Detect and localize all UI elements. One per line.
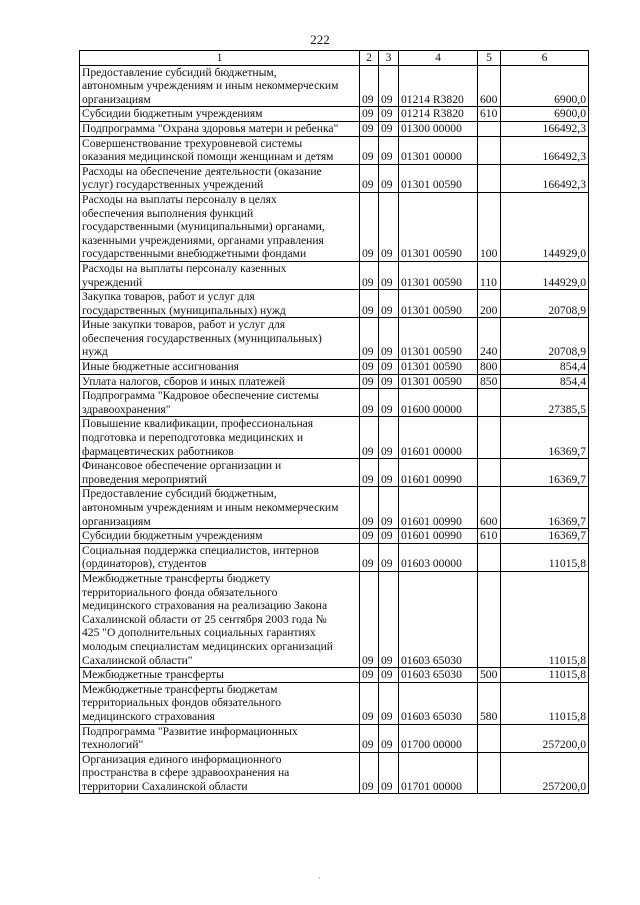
header-col-6: 6 <box>501 51 589 66</box>
row-target-article: 01301 00590 <box>399 360 478 375</box>
row-expense-type <box>478 136 501 164</box>
row-name: Иные бюджетные ассигнования <box>80 360 360 375</box>
row-subsection: 09 <box>379 107 399 122</box>
row-subsection: 09 <box>379 724 399 752</box>
row-amount: 16369,7 <box>501 487 589 529</box>
row-amount: 166492,3 <box>501 121 589 136</box>
row-section: 09 <box>360 164 379 192</box>
row-target-article: 01601 00000 <box>399 417 478 459</box>
table-row <box>80 136 589 164</box>
row-section: 09 <box>360 543 379 571</box>
table-row <box>80 164 589 192</box>
row-subsection: 09 <box>379 290 399 318</box>
table-row <box>80 318 589 360</box>
table-row <box>80 668 589 683</box>
row-name: Закупка товаров, работ и услуг для государственных (муниципальных) нужд <box>80 290 360 318</box>
table-row <box>80 389 589 417</box>
row-target-article: 01603 65030 <box>399 571 478 667</box>
table-row <box>80 261 589 289</box>
row-name: Межбюджетные трансферты бюджету территориального фонда обязательного медицинского страхования на реализацию Закона Сахалинской области от 25 сентября 2003 года № 425 "О дополнительных социальных гарантиях молодым специалистам медицинских организаций Сахалинской области" <box>80 571 360 667</box>
page-number: 222 <box>310 32 330 47</box>
row-amount: 144929,0 <box>501 261 589 289</box>
row-target-article: 01301 00590 <box>399 192 478 261</box>
row-amount: 27385,5 <box>501 389 589 417</box>
row-subsection: 09 <box>379 136 399 164</box>
row-subsection: 09 <box>379 360 399 375</box>
row-subsection: 09 <box>379 487 399 529</box>
table-row <box>80 682 589 724</box>
row-section: 09 <box>360 389 379 417</box>
row-target-article: 01601 00990 <box>399 459 478 487</box>
row-target-article: 01301 00590 <box>399 318 478 360</box>
table-row <box>80 571 589 667</box>
row-name: Социальная поддержка специалистов, интернов (ординаторов), студентов <box>80 543 360 571</box>
row-expense-type <box>478 164 501 192</box>
row-amount: 854,4 <box>501 360 589 375</box>
row-target-article: 01603 65030 <box>399 668 478 683</box>
row-amount: 11015,8 <box>501 571 589 667</box>
row-expense-type: 600 <box>478 487 501 529</box>
row-amount: 16369,7 <box>501 529 589 544</box>
table-row <box>80 374 589 389</box>
row-section: 09 <box>360 374 379 389</box>
table-row <box>80 121 589 136</box>
row-section: 09 <box>360 261 379 289</box>
row-target-article: 01603 00000 <box>399 543 478 571</box>
table-row <box>80 543 589 571</box>
row-expense-type: 240 <box>478 318 501 360</box>
row-name: Предоставление субсидий бюджетным, автономным учреждениям и иным некоммерческим организациям <box>80 65 360 107</box>
table-row <box>80 107 589 122</box>
row-amount: 257200,0 <box>501 724 589 752</box>
row-name: Уплата налогов, сборов и иных платежей <box>80 374 360 389</box>
table-row <box>80 360 589 375</box>
row-section: 09 <box>360 417 379 459</box>
row-subsection: 09 <box>379 459 399 487</box>
row-expense-type: 200 <box>478 290 501 318</box>
row-name: Финансовое обеспечение организации и проведения мероприятий <box>80 459 360 487</box>
table-row <box>80 752 589 794</box>
row-section: 09 <box>360 136 379 164</box>
row-target-article: 01700 00000 <box>399 724 478 752</box>
table-header-row <box>80 51 589 66</box>
row-subsection: 09 <box>379 682 399 724</box>
row-section: 09 <box>360 682 379 724</box>
table-row <box>80 724 589 752</box>
row-amount: 166492,3 <box>501 136 589 164</box>
row-amount: 6900,0 <box>501 107 589 122</box>
table-row <box>80 65 589 107</box>
row-subsection: 09 <box>379 529 399 544</box>
row-section: 09 <box>360 487 379 529</box>
table-row <box>80 529 589 544</box>
row-subsection: 09 <box>379 318 399 360</box>
row-expense-type <box>478 459 501 487</box>
row-expense-type <box>478 571 501 667</box>
row-name: Расходы на обеспечение деятельности (оказание услуг) государственных учреждений <box>80 164 360 192</box>
row-target-article: 01301 00590 <box>399 290 478 318</box>
row-subsection: 09 <box>379 261 399 289</box>
row-amount: 16369,7 <box>501 417 589 459</box>
row-expense-type <box>478 417 501 459</box>
budget-table <box>79 50 589 794</box>
row-name: Организация единого информационного пространства в сфере здравоохранения на территории Сахалинской области <box>80 752 360 794</box>
row-target-article: 01301 00590 <box>399 261 478 289</box>
row-expense-type: 610 <box>478 107 501 122</box>
row-expense-type <box>478 121 501 136</box>
row-expense-type: 110 <box>478 261 501 289</box>
row-subsection: 09 <box>379 752 399 794</box>
row-target-article: 01214 R3820 <box>399 65 478 107</box>
row-amount: 11015,8 <box>501 543 589 571</box>
row-section: 09 <box>360 668 379 683</box>
row-target-article: 01600 00000 <box>399 389 478 417</box>
row-target-article: 01603 65030 <box>399 682 478 724</box>
row-expense-type: 100 <box>478 192 501 261</box>
row-section: 09 <box>360 724 379 752</box>
header-col-3: 3 <box>379 51 399 66</box>
header-col-5: 5 <box>478 51 501 66</box>
row-expense-type: 580 <box>478 682 501 724</box>
row-amount: 257200,0 <box>501 752 589 794</box>
row-name: Подпрограмма "Охрана здоровья матери и ребенка" <box>80 121 360 136</box>
row-name: Подпрограмма "Кадровое обеспечение системы здравоохранения" <box>80 389 360 417</box>
row-amount: 854,4 <box>501 374 589 389</box>
row-target-article: 01601 00990 <box>399 487 478 529</box>
row-expense-type: 600 <box>478 65 501 107</box>
table-row <box>80 459 589 487</box>
row-section: 09 <box>360 65 379 107</box>
scan-mark: · <box>318 874 321 883</box>
row-section: 09 <box>360 107 379 122</box>
row-target-article: 01301 00590 <box>399 374 478 389</box>
row-target-article: 01701 00000 <box>399 752 478 794</box>
row-name: Субсидии бюджетным учреждениям <box>80 529 360 544</box>
row-expense-type: 610 <box>478 529 501 544</box>
row-name: Предоставление субсидий бюджетным, автономным учреждениям и иным некоммерческим организациям <box>80 487 360 529</box>
row-expense-type <box>478 724 501 752</box>
row-subsection: 09 <box>379 668 399 683</box>
row-amount: 11015,8 <box>501 682 589 724</box>
row-expense-type <box>478 752 501 794</box>
row-name: Повышение квалификации, профессиональная подготовка и переподготовка медицинских и фармацевтических работников <box>80 417 360 459</box>
header-col-1: 1 <box>80 51 360 66</box>
header-col-2: 2 <box>360 51 379 66</box>
row-name: Подпрограмма "Развитие информационных технологий" <box>80 724 360 752</box>
row-target-article: 01301 00590 <box>399 164 478 192</box>
table-body <box>80 65 589 794</box>
row-expense-type <box>478 543 501 571</box>
row-section: 09 <box>360 571 379 667</box>
row-expense-type: 800 <box>478 360 501 375</box>
row-amount: 20708,9 <box>501 318 589 360</box>
row-name: Субсидии бюджетным учреждениям <box>80 107 360 122</box>
row-expense-type: 500 <box>478 668 501 683</box>
header-col-4: 4 <box>399 51 478 66</box>
row-name: Межбюджетные трансферты бюджетам территориальных фондов обязательного медицинского страхования <box>80 682 360 724</box>
row-target-article: 01300 00000 <box>399 121 478 136</box>
row-section: 09 <box>360 752 379 794</box>
row-section: 09 <box>360 459 379 487</box>
row-subsection: 09 <box>379 374 399 389</box>
row-name: Иные закупки товаров, работ и услуг для обеспечения государственных (муниципальных) нужд <box>80 318 360 360</box>
row-subsection: 09 <box>379 192 399 261</box>
row-name: Расходы на выплаты персоналу казенных учреждений <box>80 261 360 289</box>
table-row <box>80 192 589 261</box>
row-expense-type <box>478 389 501 417</box>
row-subsection: 09 <box>379 389 399 417</box>
row-amount: 11015,8 <box>501 668 589 683</box>
row-subsection: 09 <box>379 417 399 459</box>
row-section: 09 <box>360 318 379 360</box>
row-subsection: 09 <box>379 121 399 136</box>
row-section: 09 <box>360 121 379 136</box>
row-expense-type: 850 <box>478 374 501 389</box>
table-row <box>80 290 589 318</box>
row-amount: 6900,0 <box>501 65 589 107</box>
row-target-article: 01214 R3820 <box>399 107 478 122</box>
row-subsection: 09 <box>379 571 399 667</box>
row-subsection: 09 <box>379 543 399 571</box>
table-row <box>80 487 589 529</box>
row-amount: 166492,3 <box>501 164 589 192</box>
row-amount: 16369,7 <box>501 459 589 487</box>
row-name: Расходы на выплаты персоналу в целях обеспечения выполнения функций государственными (муниципальными) органами, казенными учреждениями, органами управления государственными внебюджетными фондами <box>80 192 360 261</box>
table-row <box>80 417 589 459</box>
row-amount: 20708,9 <box>501 290 589 318</box>
row-section: 09 <box>360 529 379 544</box>
row-name: Совершенствование трехуровневой системы оказания медицинской помощи женщинам и детям <box>80 136 360 164</box>
row-name: Межбюджетные трансферты <box>80 668 360 683</box>
row-target-article: 01301 00000 <box>399 136 478 164</box>
row-section: 09 <box>360 360 379 375</box>
row-amount: 144929,0 <box>501 192 589 261</box>
row-subsection: 09 <box>379 65 399 107</box>
row-section: 09 <box>360 290 379 318</box>
row-subsection: 09 <box>379 164 399 192</box>
row-target-article: 01601 00990 <box>399 529 478 544</box>
row-section: 09 <box>360 192 379 261</box>
